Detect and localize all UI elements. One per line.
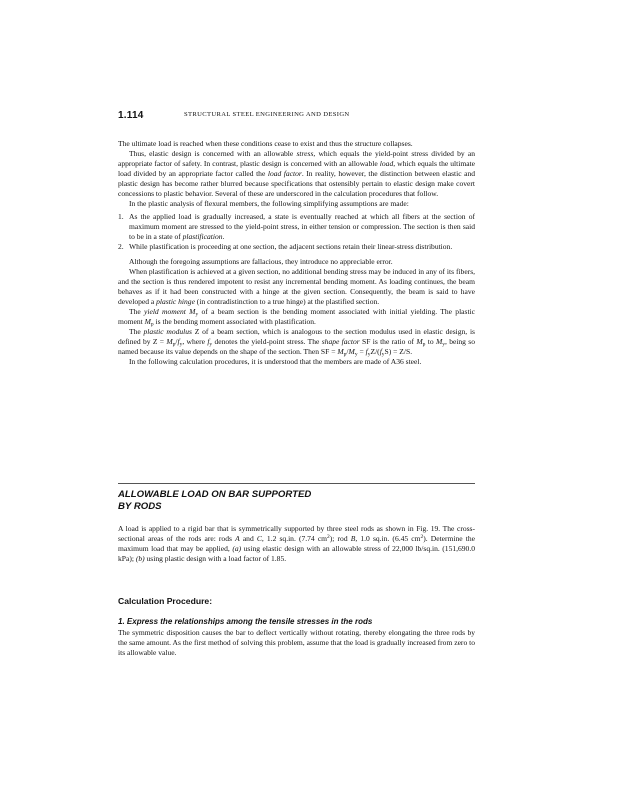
paragraph: The ultimate load is reached when these conditions cease to exist and thus the structure collapses. — [118, 139, 413, 148]
list-item: 2. While plastification is proceeding at one section, the adjacent sections retain their linear-stress distribution. — [118, 242, 453, 252]
page-header — [118, 110, 478, 124]
running-title: STRUCTURAL STEEL ENGINEERING AND DESIGN — [184, 111, 350, 118]
paragraph: A load is applied to a rigid bar that is symmetrically supported by three steel rods as shown in Fig. 19. The cross-sectional areas of the rods are: rods A and C, 1.2 sq.in. (7.74 $cm^2$); rod B, 1.0 sq.in. (6.45 $cm^2$). Determine the maximum load that may be applied, (a) using elastic design with an allowable stress of 22,000 lb/sq.in. (151,690.0 kPa); (b) using plastic design with a load factor of 1.85. — [118, 524, 475, 564]
paragraph: The yield moment $M_y$ of a beam section is the bending moment associated with initial yielding. The plastic moment $M_p$ is the bending moment associated with plastification. — [118, 306, 475, 328]
paragraph: Thus, elastic design is concerned with an allowable stress, which equals the yield-point stress divided by an appropriate factor of safety. In contrast, plastic design is concerned with an allowable load, which equals the ultimate load divided by an appropriate factor called the load factor. In reality, however, the distinction between elastic and plastic design has become rather blurred because specifications that ostensibly pertain to elastic design make covert concessions to plastic behavior. Several of these are underscored in the calculation procedures that follow. — [118, 149, 476, 199]
step-number: 1. — [118, 617, 125, 626]
list-item: 1. As the applied load is gradually increased, a state is eventually reached at which all fibers at the section of maximum moment are stressed to the yield-point stress, in either tension or compression. The section is then said to be in a state of plastification. — [118, 212, 475, 242]
step-title: Express the relationships among the tensile stresses in the rods — [126, 617, 373, 626]
step-text — [118, 628, 475, 658]
section-title-line: BY RODS — [118, 501, 162, 512]
section-divider — [118, 483, 475, 484]
paragraph: In the following calculation procedures, it is understood that the members are made of A36 steel. — [129, 356, 422, 366]
intro-text — [118, 139, 475, 367]
calculation-heading: Calculation Procedure: — [118, 596, 213, 606]
assumption-list — [118, 212, 475, 252]
paragraph: Although the foregoing assumptions are fallacious, they introduce no appreciable error. — [129, 256, 393, 266]
section-title-line: ALLOWABLE LOAD ON BAR SUPPORTED — [118, 489, 312, 500]
section-title — [118, 489, 475, 513]
step-heading — [118, 617, 475, 626]
paragraph: The symmetric disposition causes the bar to deflect vertically without rotating, thereby elongating the three rods by the same amount. As the first method of solving this problem, assume that the load is gradually increased from zero to its allowable value. — [118, 628, 475, 658]
paragraph: When plastification is achieved at a given section, no additional bending stress may be induced in any of its fibers, and the section is thus rendered impotent to resist any incremental bending moment. As loading continues, the beam behaves as if it had been constructed with a hinge at the given section. Consequently, the beam is said to have developed a plastic hinge (in contradistinction to a true hinge) at the plastified section. — [118, 266, 476, 306]
paragraph: The plastic modulus Z of a beam section, which is analogous to the section modulus used in elastic design, is defined by $Z = M_p/f_y$, where $f_y$ denotes the yield-point stress. The shape factor SF is the ratio of $M_p$ to $M_y$, being so named because its value depends on the shape of the section. Then SF = $M_p/M_y = f_yZ/(f_yS) = Z/S$. — [118, 326, 475, 358]
page-number: 1.114 — [118, 110, 144, 121]
paragraph: In the plastic analysis of flexural members, the following simplifying assumptions are made: — [129, 199, 409, 209]
problem-statement — [118, 524, 475, 564]
